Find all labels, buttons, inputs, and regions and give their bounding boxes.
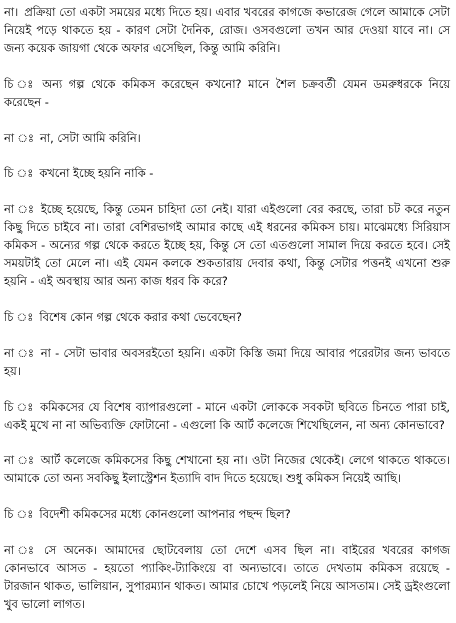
- paragraph-text: বিদেশী কমিকসের মধ্যে কোনগুলো আপনার পছন্দ ছিল?: [39, 507, 291, 522]
- paragraph-11: [4, 542, 450, 614]
- paragraph-5: [4, 201, 450, 291]
- speaker-label: না ঃ: [4, 453, 35, 468]
- paragraph-8: [4, 399, 450, 435]
- paragraph-9: [4, 452, 450, 488]
- speaker-label: চি ঃ: [4, 507, 34, 522]
- paragraph-text: বিশেষ কোন গল্প থেকে করার কথা ভেবেছেন?: [39, 309, 242, 324]
- paragraph-6: [4, 309, 450, 327]
- paragraph-text: কখনো ইচ্ছে হয়নি নাকি -: [39, 166, 154, 181]
- speaker-label: চি ঃ: [4, 399, 35, 414]
- paragraph-2: [4, 76, 450, 112]
- paragraph-1: [4, 4, 450, 58]
- paragraph-text: কমিকসের যে বিশেষ ব্যাপারগুলো - মানে একটা লোককে সবকটা ছবিতে চিনতে পারা চাই, একই মুখে না না অভিব্যক্তি ফোটানো - এগুলো কি আর্ট কলেজে শিখেছিলেন, না অন্য কোনভাবে?: [4, 399, 450, 432]
- paragraph-text: ইচ্ছে হয়েছে, কিন্তু তেমন চাহিদা তো নেই। যারা এইগুলো বের করছে, তারা চট করে নতুন কিছু দিতে চাইবে না। তারা বেশিরভাগই আমার কাছে এই ধরনের কমিকস চায়। মাঝেমধ্যে সিরিয়াস কমিকস - অন্যের গল্প থেকে করতে ইচ্ছে হয়, কিন্তু সে তো এতগুলো সামাল দিয়ে করতে হবে। সেই সময়টাই তো মেলে না। এই যেমন কলকে শুকতারায় দেবার কথা, কিন্তু সেটার পত্তনই এখনো শুরু হয়নি - এই অবস্থায় আর অন্য কাজ ধরব কি করে?: [4, 202, 450, 288]
- paragraph-4: [4, 165, 450, 183]
- speaker-label: না ঃ: [4, 345, 35, 360]
- speaker-label: না।: [4, 5, 19, 19]
- paragraph-text: প্রক্রিয়া তো একটা সময়ের মধ্যে দিতে হয়। এবার খবরের কাগজে কভারেজ গেলে আমাকে সেটা নিয়েই পড়ে থাকতে হয় - কারণ সেটা দৈনিক, রোজ। ওসবগুলো তখন আর দেওয়া যাবে না। সে জন্য কয়েক জায়গা থেকে অফার এসেছিল, কিন্তু আমি করিনি।: [4, 5, 450, 55]
- speaker-label: চি ঃ: [4, 309, 34, 324]
- speaker-label: না ঃ: [4, 202, 35, 217]
- paragraph-3: [4, 130, 450, 148]
- paragraph-text: অন্য গল্প থেকে কমিকস করেছেন কখনো? মানে শৈল চক্রবর্তী যেমন ডমরুধরকে নিয়ে করেছেন -: [4, 76, 450, 109]
- paragraph-text: না, সেটা আমি করিনি।: [40, 130, 141, 145]
- speaker-label: না ঃ: [4, 130, 34, 145]
- paragraph-text: না - সেটা ভাবার অবসরইতো হয়নি। একটা কিস্তি জমা দিয়ে আবার পরেরটার জন্য ভাবতে হয়।: [4, 345, 450, 378]
- speaker-label: না ঃ: [4, 543, 39, 558]
- paragraph-text: সে অনেক। আমাদের ছোটবেলায় তো দেশে এসব ছিল না। বাইরের খবরের কাগজ কোনভাবে আসত - হয়তো প্যাকিং-ট্যাকিংয়ে বা অন্যভাবে। তাতে দেখতাম কমিকস রয়েছে - টারজান থাকত, ভালিয়ান, সুপারম্যান থাকত। আমার চোখে পড়লেই নিয়ে আসতাম। সেই ড্রইংগুলো খুব ভালো লাগত।: [4, 543, 451, 611]
- paragraph-text: আর্ট কলেজে কমিকসের কিছু শেখানো হয় না। ওটা নিজের থেকেই। লেগে থাকতে থাকতে। আমাকে তো অন্য সবকিছু ইলাস্ট্রেশন ইত্যাদি বাদ দিতে হয়েছে। শুধু কমিকস নিয়েই আছি।: [4, 453, 451, 486]
- paragraph-10: [4, 506, 450, 524]
- speaker-label: চি ঃ: [4, 166, 34, 181]
- paragraph-7: [4, 345, 450, 381]
- speaker-label: চি ঃ: [4, 76, 37, 91]
